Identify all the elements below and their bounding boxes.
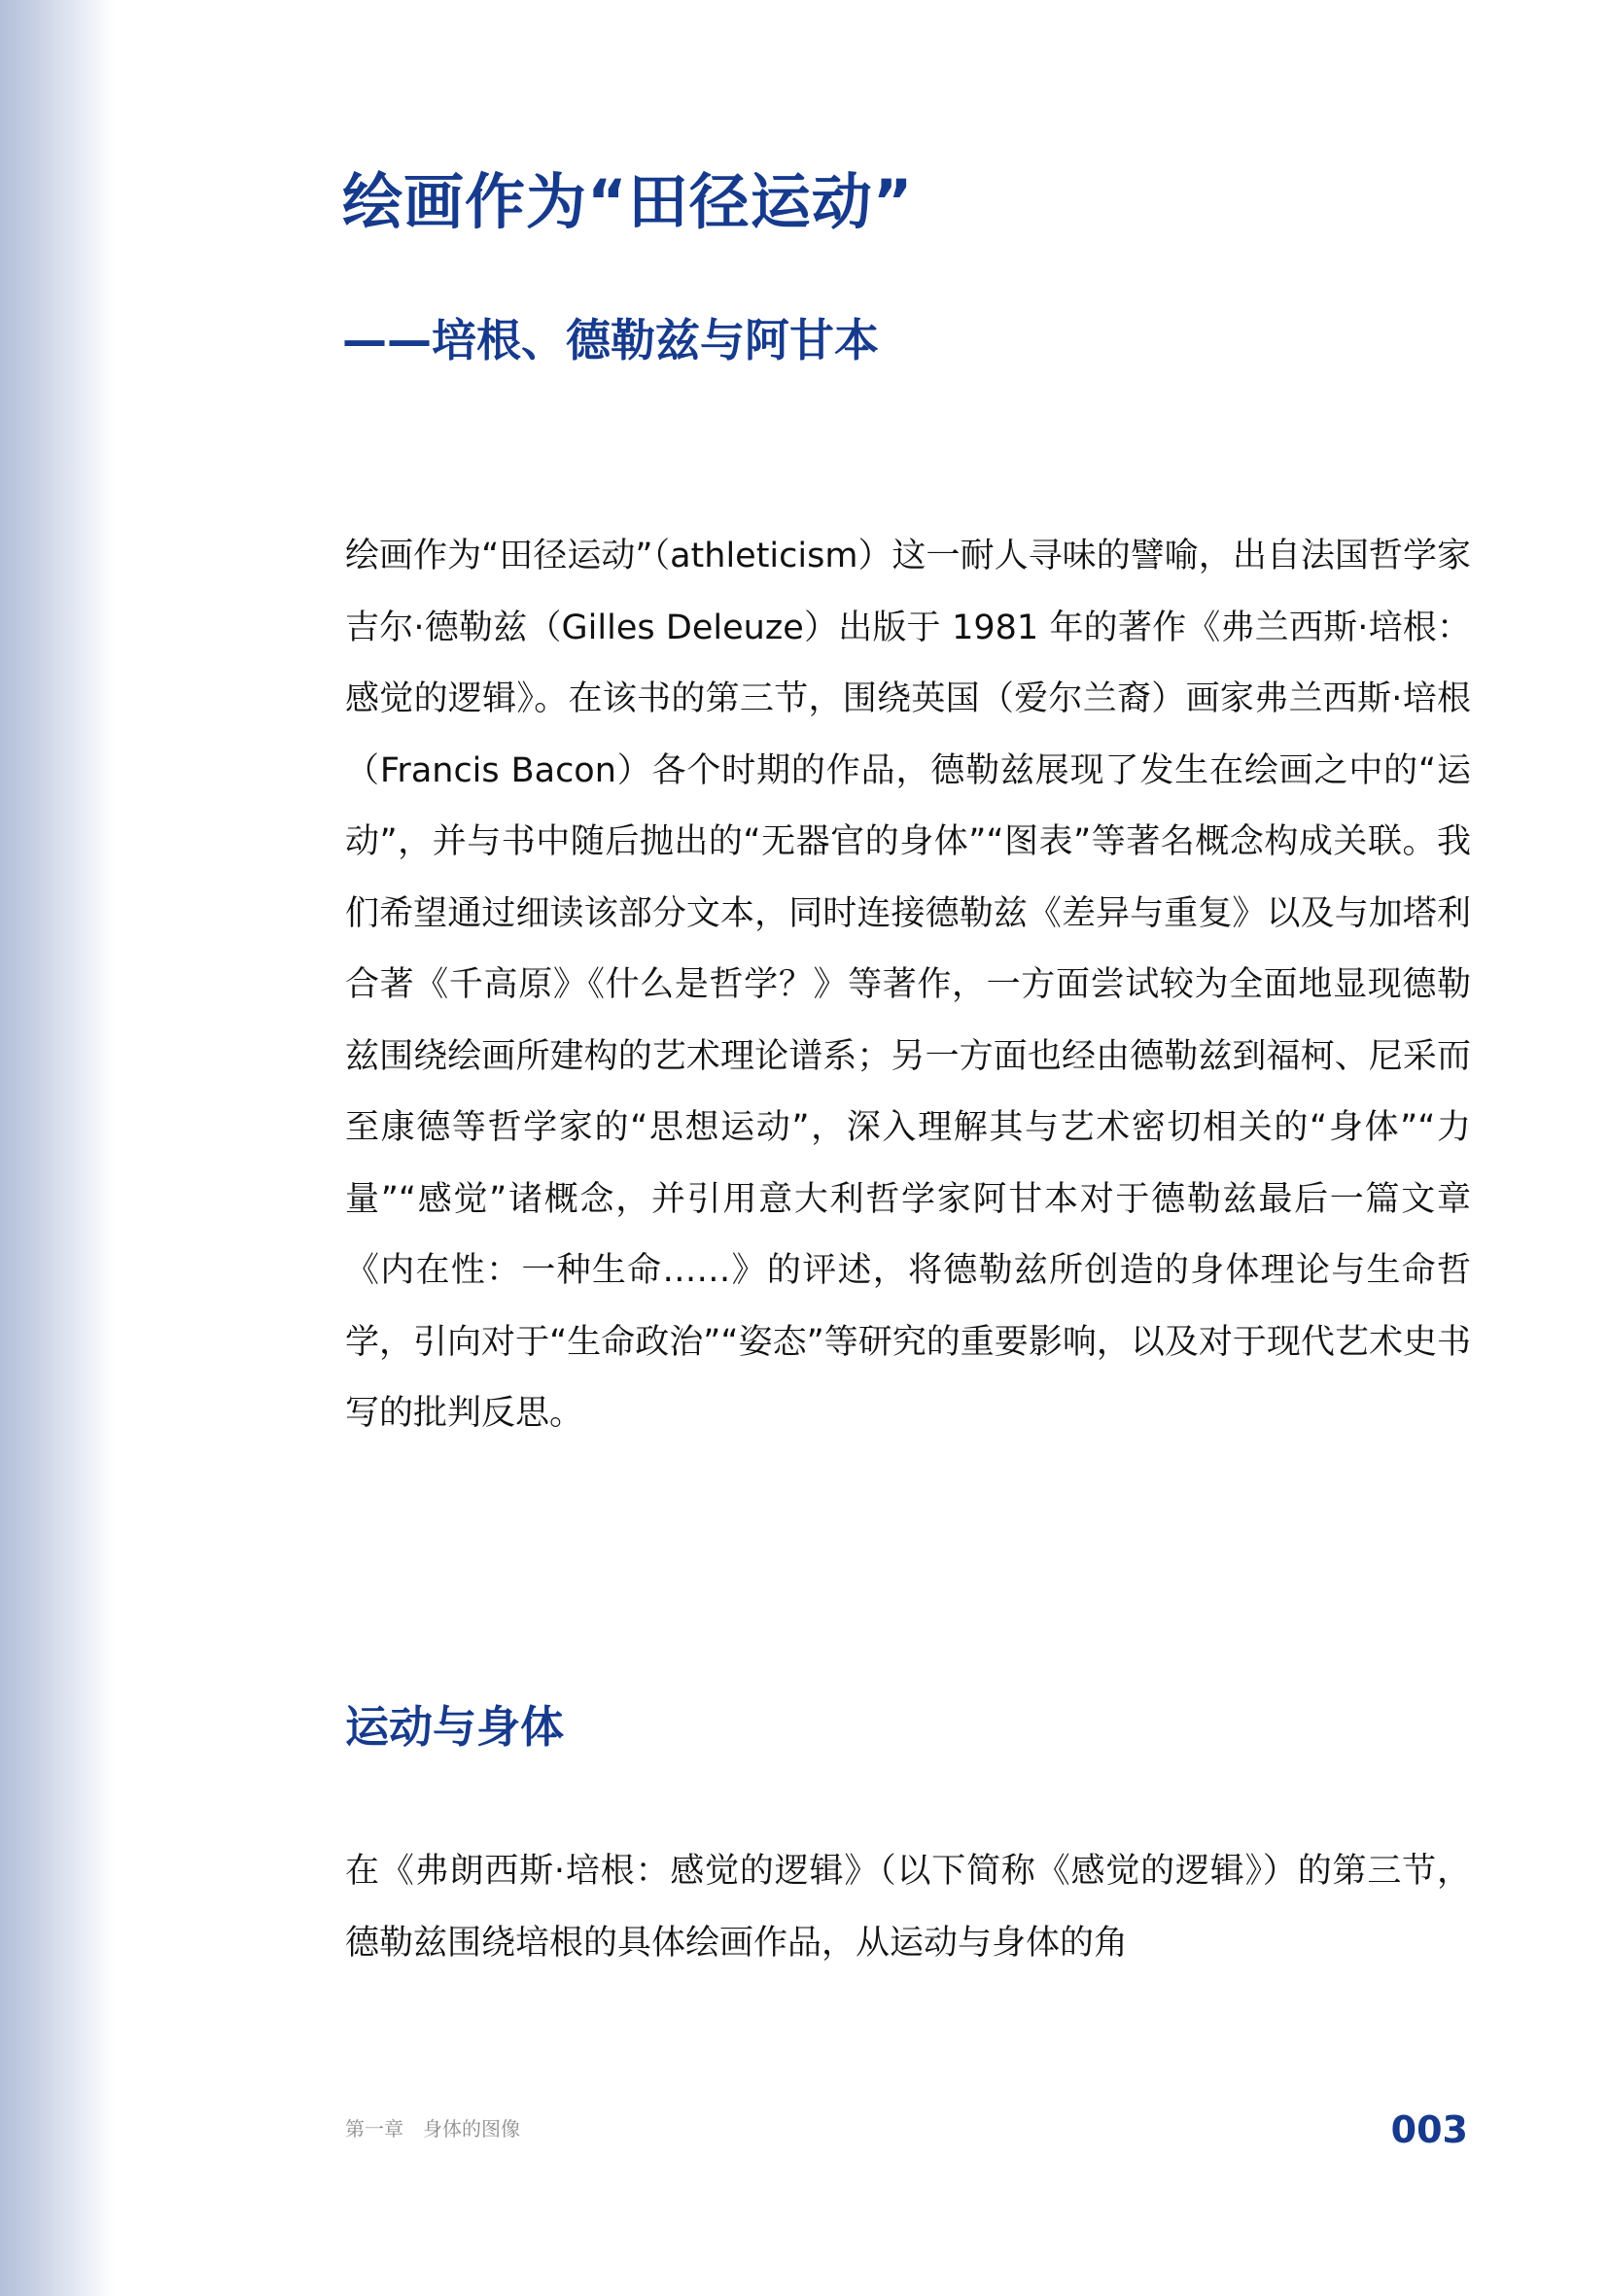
footer-page-number: 003 (1390, 2108, 1468, 2151)
section-heading: 运动与身体 (345, 1701, 565, 1753)
decorative-side-gradient-band (0, 0, 115, 2296)
footer-chapter-label: 第一章 身体的图像 (345, 2117, 520, 2140)
section-paragraph: 在《弗朗西斯·培根：感觉的逻辑》（以下简称《感觉的逻辑》）的第三节，德勒兹围绕培根的具体绘画作品，从运动与身体的角 (345, 1852, 1471, 1963)
page-subtitle: ——培根、德勒兹与阿甘本 (342, 314, 879, 366)
intro-paragraph: 绘画作为“田径运动”（athleticism）这一耐人寻味的譬喻，出自法国哲学家吉尔·德勒兹（Gilles Deleuze）出版于 1981 年的著作《弗兰西斯·培根：感觉的逻辑》。在该书的第三节，围绕英国（爱尔兰裔）画家弗兰西斯·培根（Francis Bacon）各个时期的作品，德勒兹展现了发生在绘画之中的“运动”，并与书中随后抛出的“无器官的身体”“图表”等著名概念构成关联。我们希望通过细读该部分文本，同时连接德勒兹《差异与重复》以及与加塔利合著《千高原》《什么是哲学？》等著作，一方面尝试较为全面地显现德勒兹围绕绘画所建构的艺术理论谱系；另一方面也经由德勒兹到福柯、尼采而至康德等哲学家的“思想运动”，深入理解其与艺术密切相关的“身体”“力量”“感觉”诸概念，并引用意大利哲学家阿甘本对于德勒兹最后一篇文章《内在性：一种生命……》的评述，将德勒兹所创造的身体理论与生命哲学，引向对于“生命政治”“姿态”等研究的重要影响，以及对于现代艺术史书写的批判反思。 (345, 537, 1471, 1433)
page-title: 绘画作为“田径运动” (342, 166, 914, 237)
